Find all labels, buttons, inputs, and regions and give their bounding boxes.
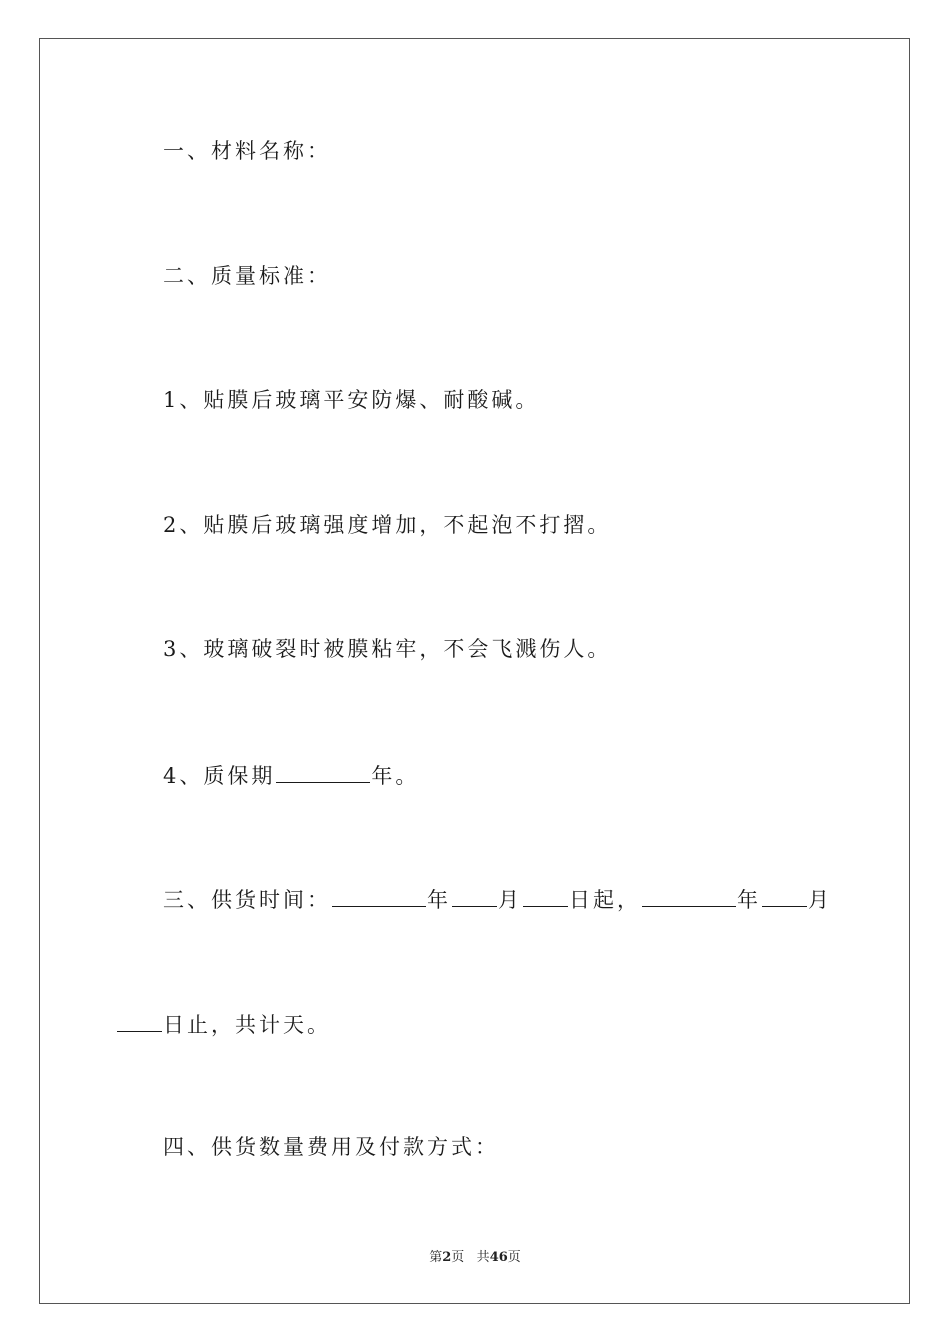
warranty-suffix: 年。: [371, 764, 420, 788]
supply-time-label: 三、供货时间：: [163, 888, 331, 912]
warranty-years-blank: [276, 760, 370, 783]
quality-item-1: 1、贴膜后玻璃平安防爆、耐酸碱。: [163, 388, 540, 412]
section-supply-time: [163, 884, 832, 914]
year-char: 年: [427, 888, 451, 912]
warranty-label: 4、质保期: [163, 764, 276, 788]
year-char-end: 年: [737, 888, 761, 912]
footer-page-suffix: 页: [451, 1250, 465, 1265]
page-frame: [39, 38, 910, 1304]
footer-prefix: 第: [429, 1250, 443, 1265]
total-page-count: 46: [489, 1250, 508, 1265]
quality-item-2: 2、贴膜后玻璃强度增加，不起泡不打摺。: [163, 513, 612, 537]
section-material-name: 一、材料名称：: [163, 139, 331, 163]
end-day-blank: [117, 1009, 162, 1032]
page-footer: [0, 1246, 950, 1265]
start-year-blank: [332, 884, 426, 907]
section-quality-standard: 二、质量标准：: [163, 264, 331, 288]
start-day-blank: [523, 884, 568, 907]
quality-item-3: 3、玻璃破裂时被膜粘牢，不会飞溅伤人。: [163, 637, 612, 661]
supply-end-text: 日止，共计天。: [163, 1013, 331, 1037]
day-start-text: 日起，: [569, 888, 641, 912]
month-char-end: 月: [808, 888, 832, 912]
start-month-blank: [452, 884, 497, 907]
current-page-number: 2: [442, 1250, 452, 1265]
end-month-blank: [762, 884, 807, 907]
footer-total-suffix: 页: [507, 1250, 521, 1265]
footer-total-prefix: 共: [476, 1250, 490, 1265]
quality-item-4: [163, 760, 419, 790]
section-supply-quantity: 四、供货数量费用及付款方式：: [163, 1135, 499, 1159]
month-char: 月: [498, 888, 522, 912]
supply-time-continued: [116, 1009, 331, 1039]
end-year-blank: [642, 884, 736, 907]
